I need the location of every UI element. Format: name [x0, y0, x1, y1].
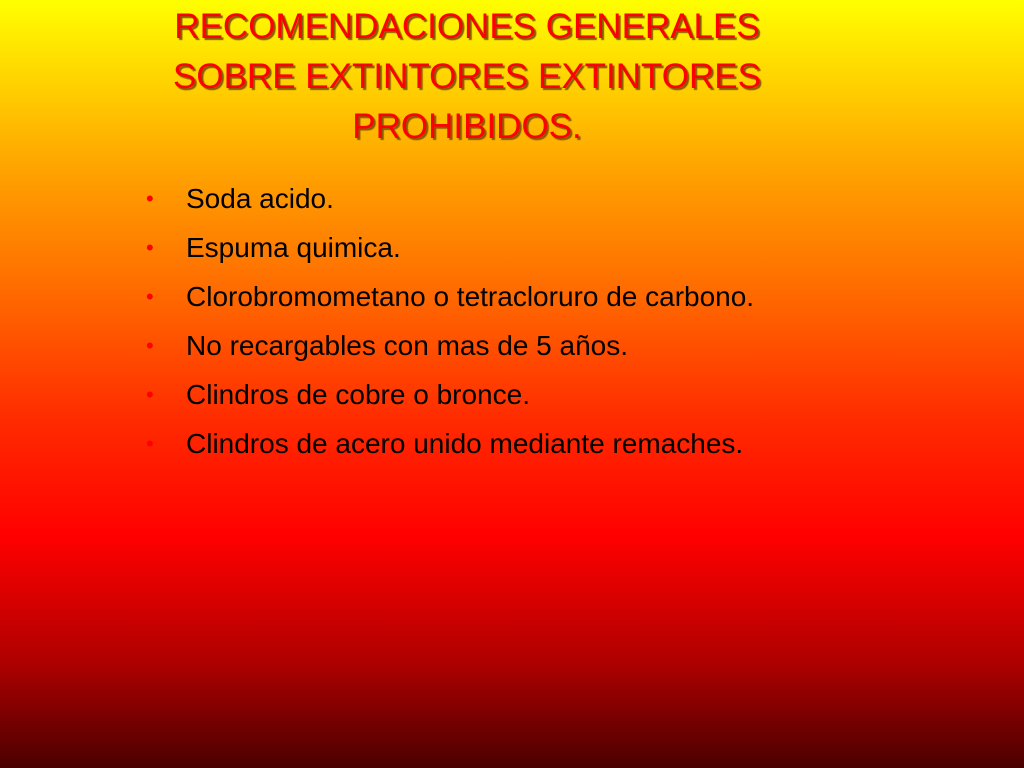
slide-title: [0, 2, 934, 152]
list-item: [146, 225, 754, 274]
list-item: [146, 421, 754, 470]
bullet-list: [146, 176, 754, 470]
list-item: [146, 372, 754, 421]
list-item: [146, 274, 754, 323]
title-line-3: PROHIBIDOS.: [352, 107, 582, 146]
list-item: [146, 176, 754, 225]
list-item-text: Clindros de acero unido mediante remaches.: [186, 428, 744, 459]
list-item-text: Clorobromometano o tetracloruro de carbono.: [186, 281, 755, 312]
list-item-text: No recargables con mas de 5 años.: [186, 330, 629, 361]
list-item-text: Espuma quimica.: [186, 232, 401, 263]
title-line-1: RECOMENDACIONES GENERALES: [174, 7, 760, 46]
title-line-2: SOBRE EXTINTORES EXTINTORES: [173, 57, 761, 96]
bullet-icon: •: [146, 186, 154, 211]
bullet-icon: •: [146, 382, 154, 407]
list-item: [146, 323, 754, 372]
list-item-text: Clindros de cobre o bronce.: [186, 379, 530, 410]
list-item-text: Soda acido.: [186, 183, 334, 214]
bullet-icon: •: [146, 333, 154, 358]
bullet-icon: •: [146, 284, 154, 309]
bullet-icon: •: [146, 431, 154, 456]
bullet-icon: •: [146, 235, 154, 260]
